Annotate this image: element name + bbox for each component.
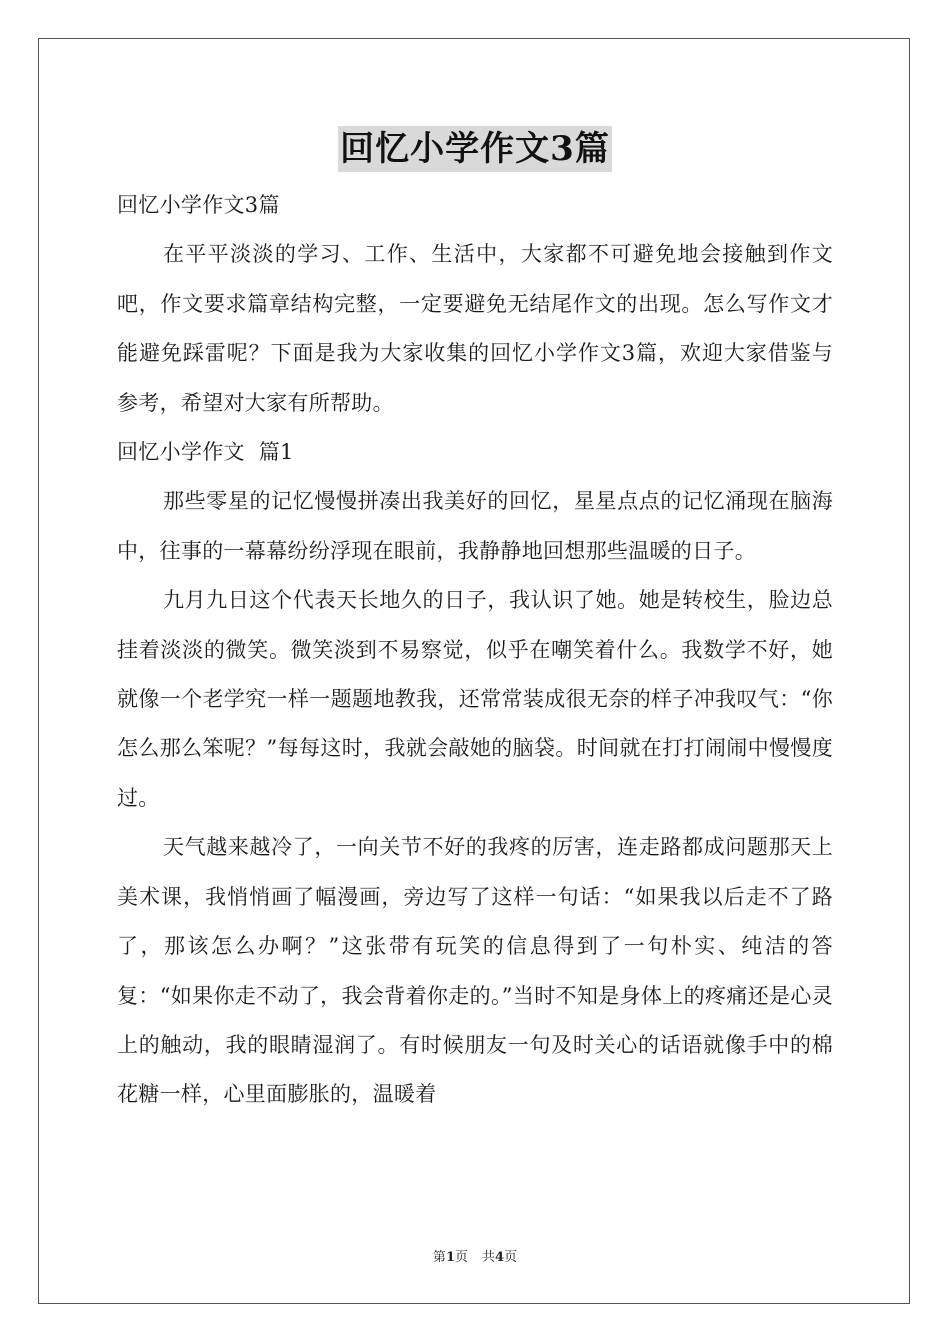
intro-paragraph: 在平平淡淡的学习、工作、生活中，大家都不可避免地会接触到作文吧，作文要求篇章结构完整，一定要避免无结尾作文的出现。怎么写作文才能避免踩雷呢？下面是我为大家收集的回忆小学作文3篇，欢迎大家借鉴与参考，希望对大家有所帮助。 (117, 242, 833, 415)
body-paragraph: 天气越来越冷了，一向关节不好的我疼的厉害，连走路都成问题那天上美术课，我悄悄画了幅漫画，旁边写了这样一句话：“如果我以后走不了路了，那该怎么办啊？”这张带有玩笑的信息得到了一句朴实、纯洁的答复：“如果你走不动了，我会背着你走的。”当时不知是身体上的疼痛还是心灵上的触动，我的眼睛湿润了。有时候朋友一句及时关心的话语就像手中的棉花糖一样，心里面膨胀的，温暖着 (117, 835, 833, 1107)
body-paragraph: 那些零星的记忆慢慢拼凑出我美好的回忆，星星点点的记忆涌现在脑海中，往事的一幕幕纷纷浮现在眼前，我静静地回想那些温暖的日子。 (117, 489, 833, 563)
page-footer (0, 1246, 950, 1265)
total-suffix: 页 (504, 1250, 518, 1265)
page-current: 1 (445, 1250, 455, 1265)
page-prefix: 第 (432, 1250, 446, 1265)
page-total: 4 (495, 1250, 505, 1265)
total-prefix: 共 (482, 1250, 496, 1265)
title-area (0, 126, 950, 172)
page-suffix: 页 (454, 1250, 468, 1265)
subtitle: 回忆小学作文3篇 (117, 193, 280, 217)
document-title: 回忆小学作文3篇 (338, 126, 612, 172)
body-paragraph: 九月九日这个代表天长地久的日子，我认识了她。她是转校生，脸边总挂着淡淡的微笑。微笑淡到不易察觉，似乎在嘲笑着什么。我数学不好，她就像一个老学究一样一题题地教我，还常常装成很无奈的样子冲我叹气：“你怎么那么笨呢？”每每这时，我就会敲她的脑袋。时间就在打打闹闹中慢慢度过。 (117, 588, 833, 810)
section-heading: 回忆小学作文 篇1 (117, 440, 294, 465)
document-body (117, 181, 833, 1120)
